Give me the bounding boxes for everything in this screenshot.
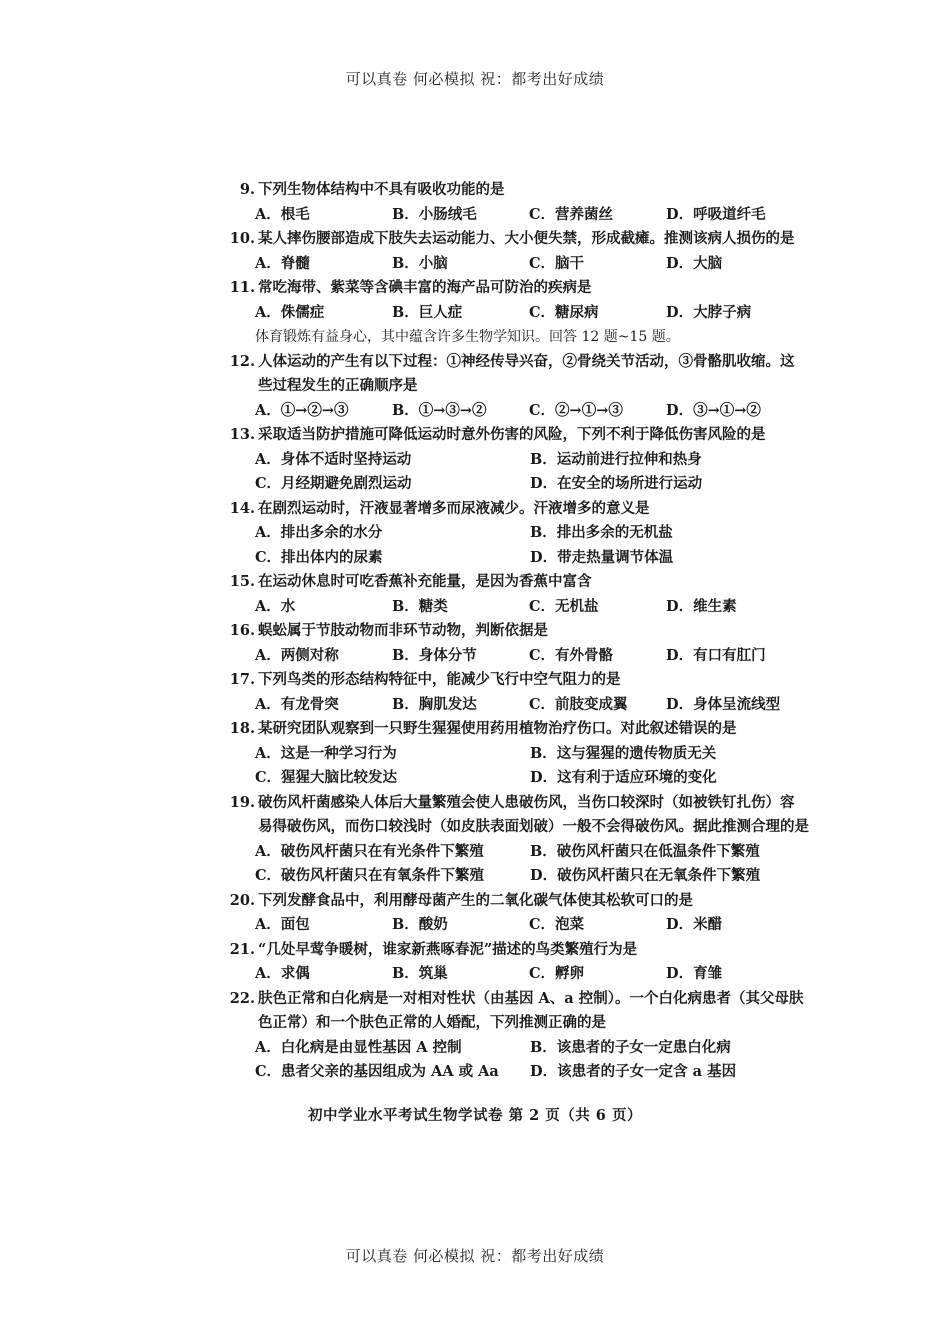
option-d: D．③→①→② bbox=[666, 401, 761, 419]
question-number: 15. bbox=[229, 573, 255, 590]
bottom-banner: 可以真卷 何必模拟 祝：都考出好成绩 bbox=[345, 1247, 605, 1265]
question-14 bbox=[222, 497, 842, 571]
option-a: A．排出多余的水分 bbox=[255, 524, 383, 541]
question-stem-continued: 些过程发生的正确顺序是 bbox=[258, 377, 418, 394]
question-11 bbox=[222, 276, 842, 325]
question-stem: 下列发酵食品中，利用酵母菌产生的二氧化碳气体使其松软可口的是 bbox=[258, 891, 693, 909]
option-d: D．育雏 bbox=[666, 965, 723, 982]
question-16 bbox=[222, 619, 842, 668]
question-number: 11. bbox=[229, 279, 255, 296]
question-19 bbox=[222, 791, 842, 889]
option-c: C．②→①→③ bbox=[529, 401, 623, 419]
question-17 bbox=[222, 668, 842, 717]
option-c: C．患者父亲的基因组成为 AA 或 Aa bbox=[255, 1063, 499, 1080]
option-b: B．这与猩猩的遗传物质无关 bbox=[530, 744, 717, 762]
question-9 bbox=[222, 178, 842, 227]
question-20 bbox=[222, 889, 842, 938]
option-a: A．求偶 bbox=[255, 965, 310, 982]
option-b: B．酸奶 bbox=[392, 916, 448, 933]
question-number: 9. bbox=[239, 181, 255, 198]
question-stem: 采取适当防护措施可降低运动时意外伤害的风险，下列不利于降低伤害风险的是 bbox=[258, 426, 766, 443]
option-d: D．在安全的场所进行运动 bbox=[530, 475, 703, 492]
question-stem-continued: 易得破伤风，而伤口较浅时（如皮肤表面划破）一般不会得破伤风。据此推测合理的是 bbox=[258, 818, 809, 835]
option-c: C．月经期避免剧烈运动 bbox=[255, 475, 412, 492]
option-a: A．这是一种学习行为 bbox=[255, 744, 397, 762]
question-stem: 常吃海带、紫菜等含碘丰富的海产品可防治的疾病是 bbox=[258, 279, 592, 296]
option-d: D．这有利于适应环境的变化 bbox=[530, 769, 717, 786]
option-b: B．破伤风杆菌只在低温条件下繁殖 bbox=[530, 842, 760, 860]
question-stem: 蜈蚣属于节肢动物而非环节动物，判断依据是 bbox=[258, 622, 548, 639]
option-d: D．大脑 bbox=[666, 254, 723, 272]
question-stem: 某研究团队观察到一只野生猩猩使用药用植物治疗伤口。对此叙述错误的是 bbox=[258, 720, 737, 737]
option-c: C．排出体内的尿素 bbox=[255, 548, 383, 566]
option-d: D．破伤风杆菌只在无氧条件下繁殖 bbox=[530, 867, 761, 884]
option-c: C．糖尿病 bbox=[529, 303, 599, 321]
option-c: C．营养菌丝 bbox=[529, 205, 614, 223]
option-d: D．带走热量调节体温 bbox=[530, 548, 674, 566]
option-b: B．身体分节 bbox=[392, 646, 477, 664]
option-a: A．水 bbox=[255, 597, 296, 615]
option-b: B．筑巢 bbox=[392, 965, 448, 982]
question-15 bbox=[222, 570, 842, 619]
question-stem: 在剧烈运动时，汗液显著增多而尿液减少。汗液增多的意义是 bbox=[258, 499, 650, 517]
option-a: A．根毛 bbox=[255, 205, 310, 223]
option-b: B．排出多余的无机盐 bbox=[530, 524, 673, 541]
option-d: D．有口有肛门 bbox=[666, 646, 766, 664]
option-d: D．维生素 bbox=[666, 597, 737, 615]
question-number: 21. bbox=[229, 940, 255, 958]
question-10 bbox=[222, 227, 842, 276]
question-stem: 在运动休息时可吃香蕉补充能量，是因为香蕉中富含 bbox=[258, 573, 592, 590]
question-22 bbox=[222, 987, 842, 1085]
question-number: 20. bbox=[229, 891, 255, 909]
option-b: B．糖类 bbox=[392, 597, 448, 615]
question-stem-continued: 色正常）和一个肤色正常的人婚配，下列推测正确的是 bbox=[258, 1014, 606, 1031]
option-a: A．白化病是由显性基因 A 控制 bbox=[255, 1038, 462, 1056]
question-stem: 破伤风杆菌感染人体后大量繁殖会使人患破伤风，当伤口较深时（如被铁钉扎伤）容 bbox=[258, 793, 795, 811]
option-a: A．面包 bbox=[255, 916, 310, 933]
question-stem: 肤色正常和白化病是一对相对性状（由基因 A、a 控制）。一个白化病患者（其父母肤 bbox=[258, 989, 804, 1007]
option-b: B．胸肌发达 bbox=[392, 695, 477, 713]
question-number: 18. bbox=[229, 720, 255, 737]
option-a: A．侏儒症 bbox=[255, 303, 325, 321]
option-b: B．小肠绒毛 bbox=[392, 205, 477, 223]
option-b: B．该患者的子女一定患白化病 bbox=[530, 1038, 731, 1056]
question-number: 16. bbox=[229, 622, 255, 639]
option-d: D．该患者的子女一定含 a 基因 bbox=[530, 1063, 737, 1080]
option-d: D．身体呈流线型 bbox=[666, 695, 781, 713]
option-a: A．有龙骨突 bbox=[255, 695, 339, 713]
option-c: C．孵卵 bbox=[529, 965, 585, 982]
page-footer: 初中学业水平考试生物学试卷 第 2 页（共 6 页） bbox=[308, 1107, 642, 1124]
question-number: 10. bbox=[229, 230, 255, 247]
option-d: D．呼吸道纤毛 bbox=[666, 205, 766, 223]
option-d: D．米醋 bbox=[666, 916, 723, 933]
question-number: 22. bbox=[229, 989, 255, 1007]
question-21 bbox=[222, 938, 842, 987]
question-18 bbox=[222, 717, 842, 791]
option-b: B．①→③→② bbox=[392, 401, 487, 419]
option-a: A．脊髓 bbox=[255, 254, 310, 272]
question-13 bbox=[222, 423, 842, 497]
option-a: A．身体不适时坚持运动 bbox=[255, 450, 412, 468]
option-b: B．小脑 bbox=[392, 254, 448, 272]
top-banner: 可以真卷 何必模拟 祝：都考出好成绩 bbox=[345, 70, 605, 88]
option-c: C．前肢变成翼 bbox=[529, 695, 628, 713]
question-stem: 某人摔伤腰部造成下肢失去运动能力、大小便失禁，形成截瘫。推测该病人损伤的是 bbox=[258, 230, 795, 247]
question-stem: 下列生物体结构中不具有吸收功能的是 bbox=[258, 181, 505, 198]
option-c: C．泡菜 bbox=[529, 916, 585, 933]
question-number: 19. bbox=[229, 793, 255, 811]
question-number: 17. bbox=[229, 671, 255, 688]
question-12 bbox=[222, 350, 842, 424]
option-c: C．破伤风杆菌只在有氧条件下繁殖 bbox=[255, 867, 485, 884]
option-c: C．猩猩大脑比较发达 bbox=[255, 769, 398, 786]
option-b: B．巨人症 bbox=[392, 303, 463, 321]
question-stem: “几处早莺争暖树，谁家新燕啄春泥”描述的鸟类繁殖行为是 bbox=[258, 940, 638, 958]
question-number: 14. bbox=[229, 499, 255, 517]
option-a: A．①→②→③ bbox=[255, 401, 349, 419]
question-list bbox=[222, 178, 842, 1085]
question-stem: 下列鸟类的形态结构特征中，能减少飞行中空气阻力的是 bbox=[258, 671, 621, 688]
section-intro: 体育锻炼有益身心，其中蕴含许多生物学知识。回答 12 题~15 题。 bbox=[255, 329, 680, 345]
option-a: A．破伤风杆菌只在有光条件下繁殖 bbox=[255, 842, 484, 860]
option-c: C．有外骨骼 bbox=[529, 646, 614, 664]
option-c: C．脑干 bbox=[529, 254, 585, 272]
option-d: D．大脖子病 bbox=[666, 303, 752, 321]
question-number: 12. bbox=[229, 352, 255, 370]
question-number: 13. bbox=[229, 426, 255, 443]
option-a: A．两侧对称 bbox=[255, 646, 339, 664]
option-b: B．运动前进行拉伸和热身 bbox=[530, 450, 702, 468]
option-c: C．无机盐 bbox=[529, 597, 599, 615]
question-stem: 人体运动的产生有以下过程：①神经传导兴奋，②骨绕关节活动，③骨骼肌收缩。这 bbox=[258, 352, 795, 370]
